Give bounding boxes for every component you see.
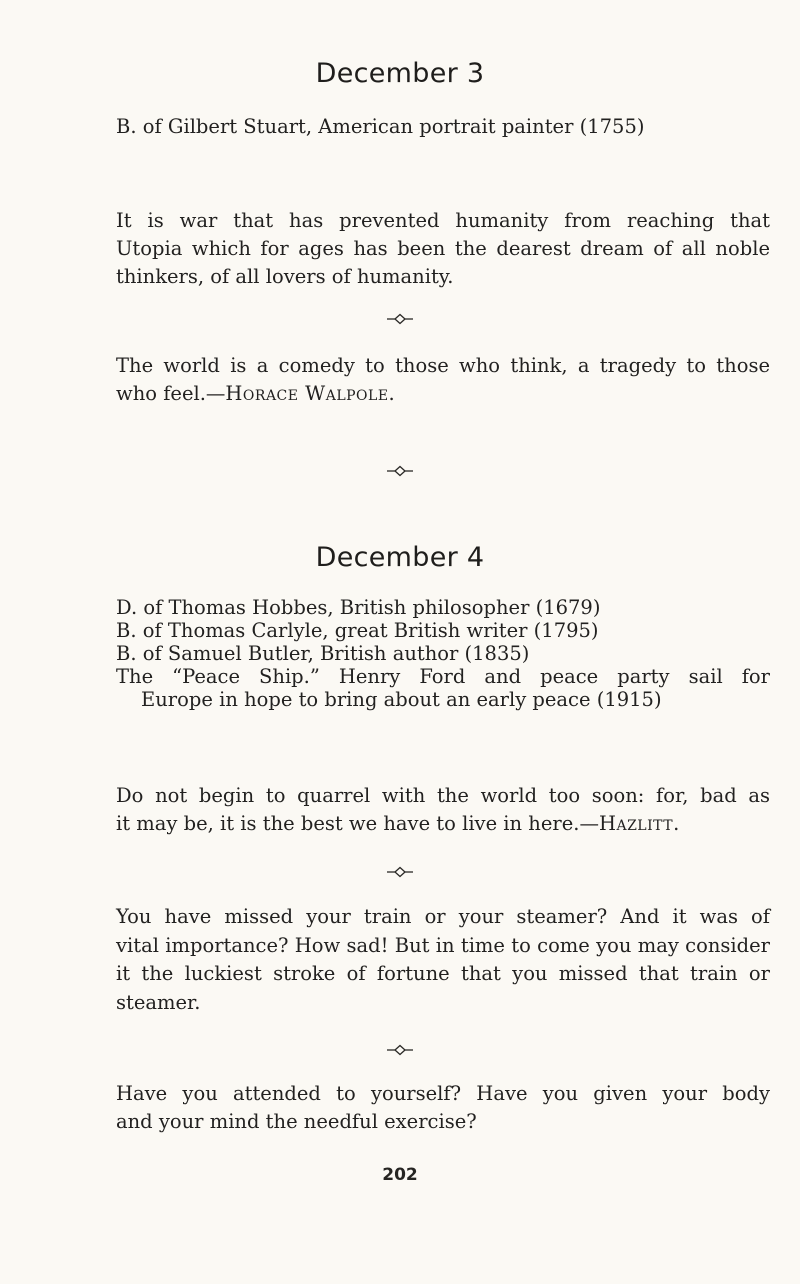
quote-text: who feel.— — [116, 382, 226, 405]
quote-text: it may be, it is the best we have to live in here.— — [116, 812, 599, 835]
diamond-ornament-icon — [387, 465, 413, 477]
quote-author: Horace Walpole. — [225, 382, 396, 405]
quote-line: Do not begin to quarrel with the world too soon: for, bad as — [116, 784, 770, 807]
event-line: The “Peace Ship.” Henry Ford and peace party sail for — [116, 665, 770, 688]
event-line: B. of Gilbert Stuart, American portrait painter (1755) — [116, 115, 645, 138]
quote-line: Utopia which for ages has been the dearest dream of all noble — [116, 237, 770, 260]
date-heading-december-3: December 3 — [315, 58, 485, 89]
quote-hazlitt — [116, 782, 770, 838]
event-line: B. of Samuel Butler, British author (1835) — [116, 642, 530, 665]
diamond-ornament-icon — [387, 1044, 413, 1056]
quote-line: steamer. — [116, 990, 201, 1014]
page-number: 202 — [382, 1165, 418, 1185]
quote-line: thinkers, of all lovers of humanity. — [116, 265, 454, 288]
event-line: B. of Thomas Carlyle, great British writer (1795) — [116, 619, 599, 642]
quote-line: You have missed your train or your steamer? And it was of — [116, 905, 770, 928]
quote-comedy-tragedy — [116, 352, 770, 408]
quote-author: Hazlitt. — [598, 812, 680, 835]
event-line: D. of Thomas Hobbes, British philosopher (1679) — [116, 596, 601, 619]
quote-line: Have you attended to yourself? Have you given your body — [116, 1082, 770, 1105]
event-line-continued: Europe in hope to bring about an early peace (1915) — [141, 688, 662, 711]
quote-line-attribution — [116, 810, 770, 838]
quote-attended-yourself — [116, 1080, 770, 1136]
quote-line: and your mind the needful exercise? — [116, 1110, 477, 1133]
quote-line: it the luckiest stroke of fortune that you missed that train or — [116, 962, 770, 985]
events-list — [116, 596, 770, 711]
diamond-ornament-icon — [387, 866, 413, 878]
quote-war-utopia — [116, 207, 770, 291]
quote-line-attribution — [116, 380, 770, 408]
quote-line: vital importance? How sad! But in time to come you may consider — [116, 933, 770, 957]
quote-missed-train — [116, 903, 770, 1017]
quote-line: It is war that has prevented humanity from reaching that — [116, 209, 770, 232]
diamond-ornament-icon — [387, 313, 413, 325]
date-heading-december-4: December 4 — [315, 542, 485, 573]
quote-line: The world is a comedy to those who think, a tragedy to those — [116, 354, 770, 377]
